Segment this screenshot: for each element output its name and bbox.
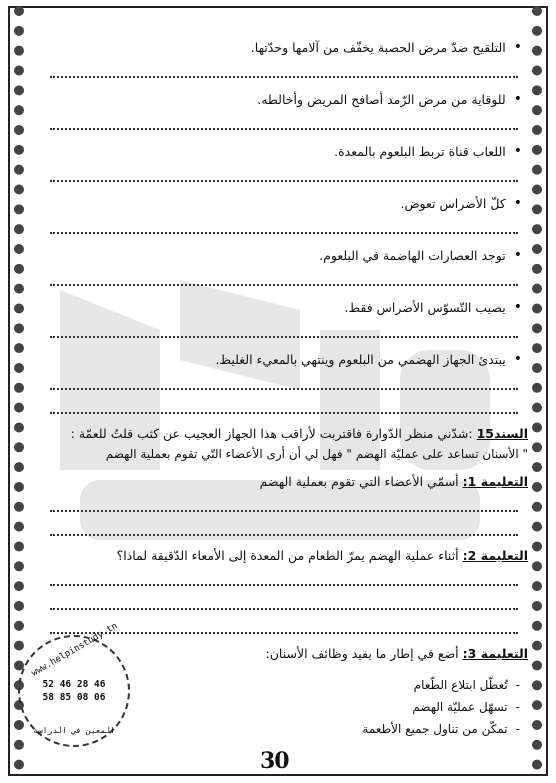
instruction-label: التعليمة 1: bbox=[462, 474, 528, 489]
statement-text: توجد العصارات الهاضمة في البلعوم. bbox=[319, 247, 506, 263]
document-heading bbox=[40, 424, 528, 444]
dash-icon: - bbox=[515, 722, 520, 736]
answer-line[interactable] bbox=[50, 376, 518, 390]
stamp-name: المعين في الدراسة bbox=[33, 726, 115, 735]
statement-item bbox=[40, 244, 528, 266]
statement-text: كلّ الأضراس تعوض. bbox=[400, 195, 506, 211]
answer-line[interactable] bbox=[50, 498, 518, 512]
page-number: 30 bbox=[260, 748, 289, 774]
bullet-icon: • bbox=[513, 39, 522, 55]
bullet-icon: • bbox=[513, 91, 522, 107]
bullet-icon: • bbox=[513, 351, 522, 367]
statement-text: التلقيح ضدّ مرض الحصبة يخفّف من آلامها وحدّتها. bbox=[250, 39, 506, 55]
answer-line[interactable] bbox=[50, 220, 518, 234]
dash-icon: - bbox=[515, 678, 520, 692]
stamp-site: www.helpinstudy.tn bbox=[30, 621, 120, 679]
statement-item bbox=[40, 192, 528, 214]
statement-item bbox=[40, 296, 528, 318]
function-text: تسهّل عمليّة الهضم bbox=[412, 700, 508, 714]
answer-line[interactable] bbox=[50, 596, 518, 610]
answer-line[interactable] bbox=[50, 324, 518, 338]
statement-item bbox=[40, 88, 528, 110]
statement-text: يبتدئ الجهاز الهضمي من البلعوم وينتهي بالمعيء الغليظ. bbox=[215, 351, 506, 367]
answer-line[interactable] bbox=[50, 400, 518, 414]
bullet-icon: • bbox=[513, 247, 522, 263]
stamp-phone: 58 85 08 06 bbox=[42, 692, 106, 703]
answer-line[interactable] bbox=[50, 64, 518, 78]
answer-line[interactable] bbox=[50, 116, 518, 130]
document-section bbox=[40, 424, 528, 464]
document-label: السند15 bbox=[476, 426, 528, 441]
statements-list bbox=[40, 36, 528, 414]
answer-line[interactable] bbox=[50, 620, 518, 634]
instruction-text: أثناء عملية الهضم يمرّ الطعام من المعدة إلى الأمعاء الدّقيقة لماذا؟ bbox=[116, 548, 459, 563]
instruction-1 bbox=[40, 472, 528, 492]
answer-line[interactable] bbox=[50, 572, 518, 586]
bullet-icon: • bbox=[513, 299, 522, 315]
answer-line[interactable] bbox=[50, 522, 518, 536]
dash-icon: - bbox=[515, 700, 520, 714]
instruction-text: أضع في إطار ما يفيد وظائف الأسنان: bbox=[265, 646, 459, 661]
stamp bbox=[18, 621, 130, 747]
statement-text: اللعاب قناة تربط البلعوم بالمعدة. bbox=[334, 143, 506, 159]
instruction-label: التعليمة 3: bbox=[462, 646, 528, 661]
document-quote: " الأسنان تساعد على عمليّة الهضم " فهل لي أن أرى الأعضاء التّي تقوم بعملية الهضم bbox=[105, 447, 528, 461]
bullet-icon: • bbox=[513, 143, 522, 159]
statement-item bbox=[40, 348, 528, 370]
stamp-phone: 52 46 28 46 bbox=[42, 679, 106, 690]
statement-text: للوقاية من مرض الرّمد أصافح المريض وأخالطه. bbox=[257, 91, 506, 107]
document-intro: :شدّني منظر الدّوارة فاقتربت لأراقب هذا الجهاز العجيب عن كثب قلتُ للعمّة : bbox=[70, 426, 473, 441]
instruction-label: التعليمة 2: bbox=[462, 548, 528, 563]
answer-line[interactable] bbox=[50, 168, 518, 182]
answer-line[interactable] bbox=[50, 272, 518, 286]
function-text: تمكّن من تناول جميع الأطعمة bbox=[362, 722, 508, 736]
function-text: تُعطّل ابتلاع الطّعام bbox=[413, 678, 508, 692]
instruction-text: أسمّي الأعضاء التي تقوم بعملية الهضم bbox=[259, 474, 459, 489]
statement-text: يصيب التّسوّس الأضراس فقط. bbox=[344, 299, 506, 315]
instruction-2 bbox=[40, 546, 528, 566]
statement-item bbox=[40, 36, 528, 58]
bullet-icon: • bbox=[513, 195, 522, 211]
statement-item bbox=[40, 140, 528, 162]
